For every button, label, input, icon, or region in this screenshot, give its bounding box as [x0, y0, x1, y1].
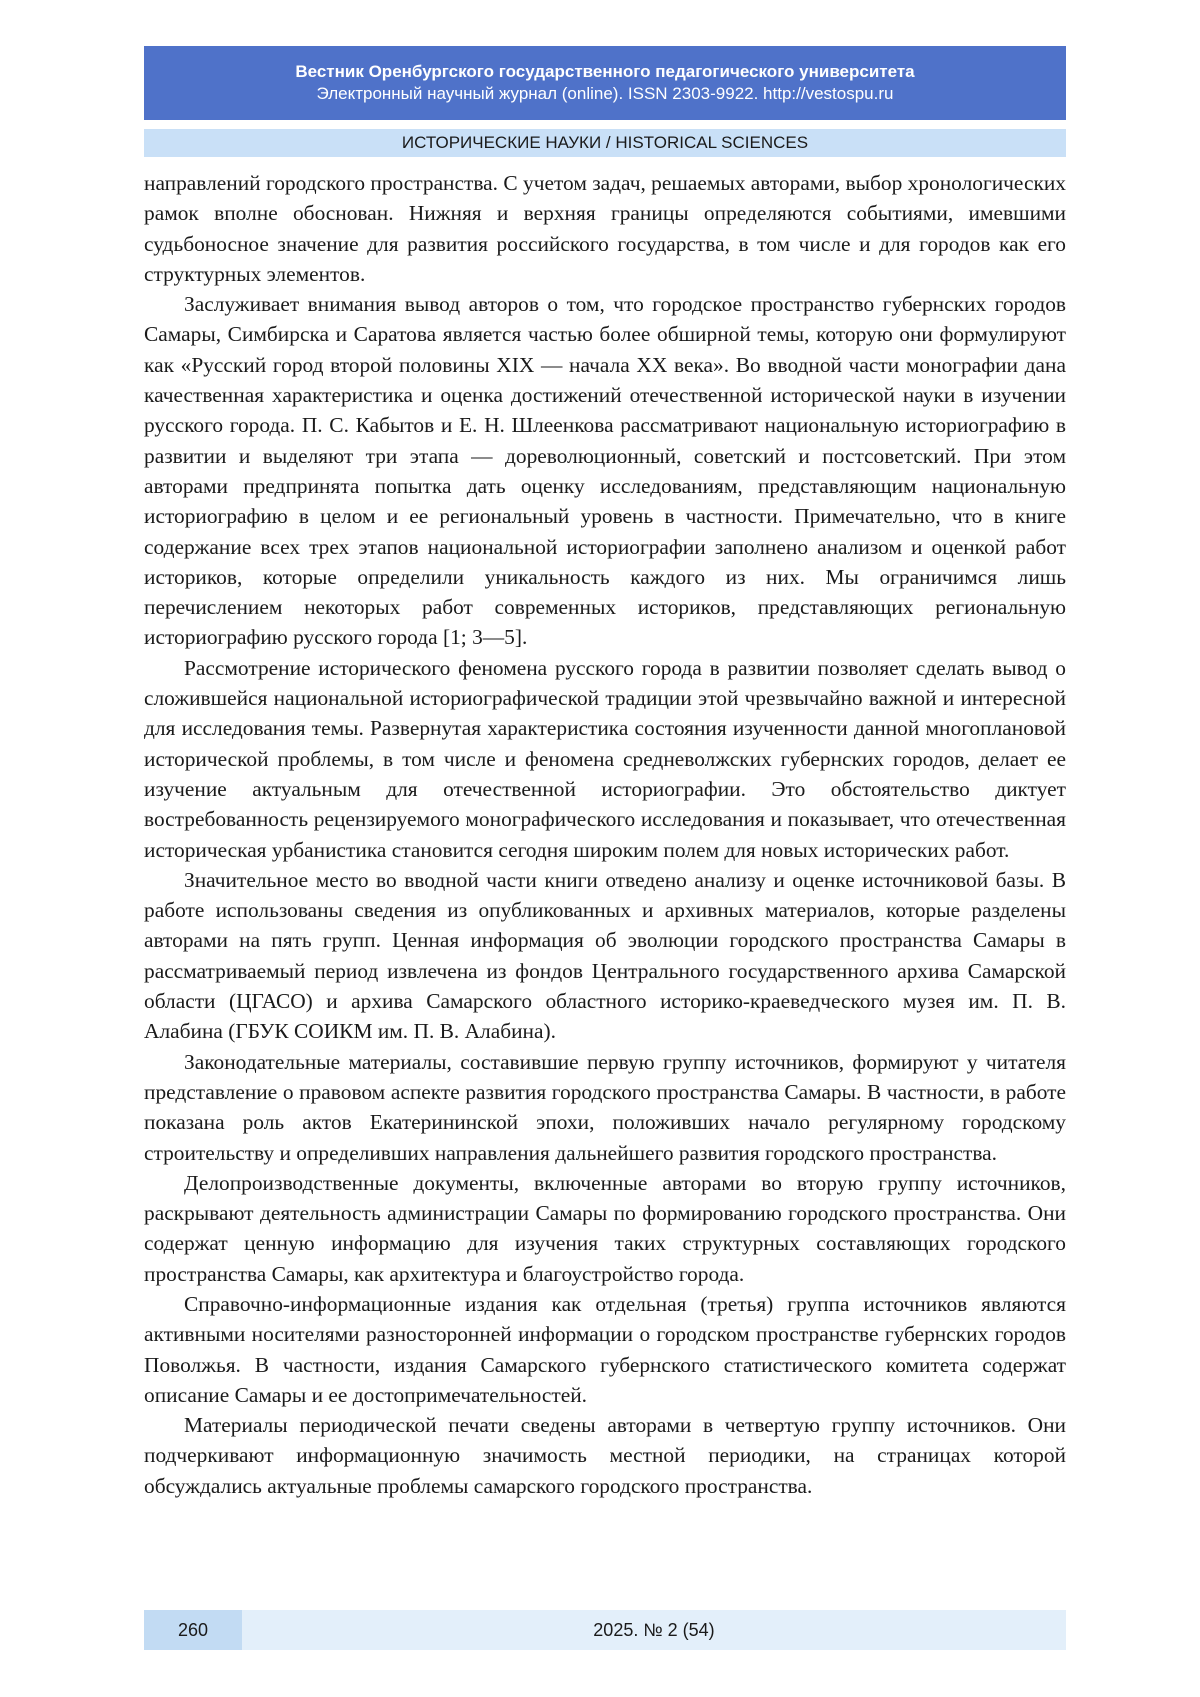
paragraph-2: Заслуживает внимания вывод авторов о том, что городское пространство губернских городов Самары, Симбирска и Саратова является частью более обширной темы, которую они формулируют как «Русский город второй половины XIX — начала XX века». Во вводной части монографии дана качественная характеристика и оценка достижений отечественной исторической науки в изучении русского города. П. С. Кабытов и Е. Н. Шлеенкова рассматривают национальную историографию в развитии и выделяют три этапа — дореволюционный, советский и постсоветский. При этом авторами предпринята попытка дать оценку исследованиям, представляющим национальную историографию в целом и ее региональный уровень в частности. Примечательно, что в книге содержание всех трех этапов национальной историографии заполнено анализом и оценкой работ историков, которые определили уникальность каждого из них. Мы ограничимся лишь перечислением некоторых работ современных историков, представляющих региональную историографию русского города [1; 3—5]. [144, 292, 1066, 650]
paragraph-3: Рассмотрение исторического феномена русского города в развитии позволяет сделать вывод о сложившейся национальной историографической традиции этой чрезвычайно важной и интересной для исследования темы. Развернутая характеристика состояния изученности данной многоплановой исторической проблемы, в том числе и феномена средневолжских губернских городов, делает ее изучение актуальным для отечественной историографии. Это обстоятельство диктует востребованность рецензируемого монографического исследования и показывает, что отечественная историческая урбанистика становится сегодня широким полем для новых исторических работ. [144, 655, 1066, 862]
journal-header [144, 46, 1066, 120]
paragraph-5: Законодательные материалы, составившие первую группу источников, формируют у читателя представление о правовом аспекте развития городского пространства Самары. В частности, в работе показана роль актов Екатерининской эпохи, положивших начало регулярному городскому строительству и определивших направления дальнейшего развития городского пространства. [144, 1049, 1066, 1165]
paragraph-1: направлений городского пространства. С учетом задач, решаемых авторами, выбор хронологических рамок вполне обоснован. Нижняя и верхняя границы определяются событиями, имевшими судьбоносное значение для развития российского государства, в том числе и для городов как его структурных элементов. [144, 171, 1066, 286]
page-footer [144, 1610, 1066, 1650]
paragraph-6: Делопроизводственные документы, включенные авторами во вторую группу источников, раскрывают деятельность администрации Самары по формированию городского пространства. Они содержат ценную информацию для изучения таких структурных составляющих городского пространства Самары, как архитектура и благоустройство города. [144, 1170, 1066, 1286]
article-body [144, 168, 1066, 1501]
journal-title: Вестник Оренбургского государственного педагогического университета [295, 62, 915, 81]
page-number: 260 [144, 1610, 242, 1650]
issue-info: 2025. № 2 (54) [593, 1620, 715, 1640]
section-title: ИСТОРИЧЕСКИЕ НАУКИ / HISTORICAL SCIENCES [144, 129, 1066, 157]
paragraph-4: Значительное место во вводной части книги отведено анализу и оценке источниковой базы. В работе использованы сведения из опубликованных и архивных материалов, которые разделены авторами на пять групп. Ценная информация об эволюции городского пространства Самары в рассматриваемый период извлечена из фондов Центрального государственного архива Самарской области (ЦГАСО) и архива Самарского областного историко-краеведческого музея им. П. В. Алабина (ГБУК СОИКМ им. П. В. Алабина). [144, 867, 1066, 1044]
journal-subtitle: Электронный научный журнал (online). ISSN 2303-9922. http://vestospu.ru [316, 84, 894, 103]
paragraph-7: Справочно-информационные издания как отдельная (третья) группа источников являются активными носителями разносторонней информации о городском пространстве губернских городов Поволжья. В частности, издания Самарского губернского статистического комитета содержат описание Самары и ее достопримечательностей. [144, 1291, 1066, 1407]
paragraph-8: Материалы периодической печати сведены авторами в четвертую группу источников. Они подчеркивают информационную значимость местной периодики, на страницах которой обсуждались актуальные проблемы самарского городского пространства. [144, 1413, 1066, 1498]
